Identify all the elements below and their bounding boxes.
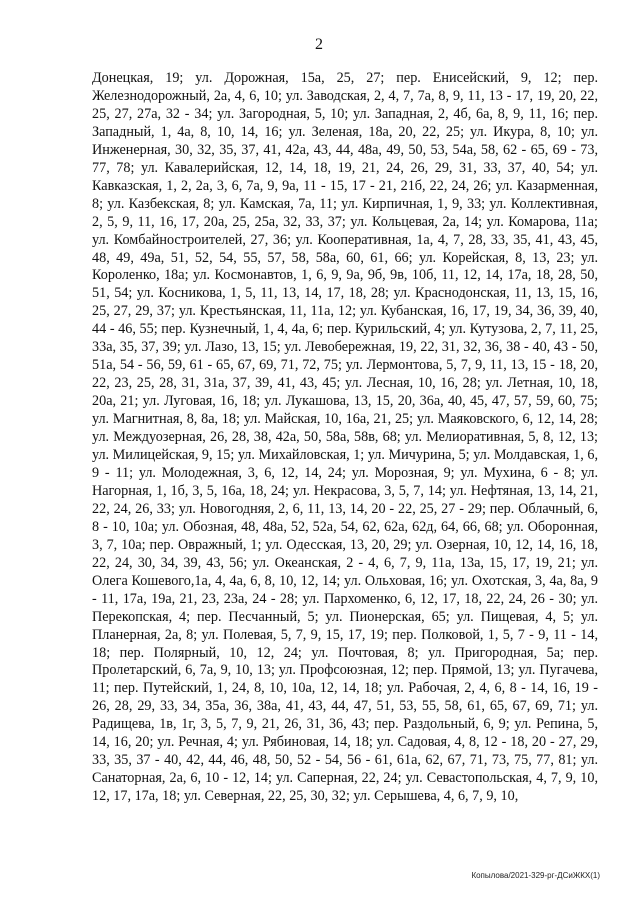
page-number: 2 [315,36,323,53]
document-footer-id: Копылова/2021-329-рг-ДСиЖКХ(1) [471,871,600,880]
body-paragraph: Донецкая, 19; ул. Дорожная, 15а, 25, 27; пер. Енисейский, 9, 12; пер. Железнодорожный, 2а, 4, 6, 10; ул. Заводская, 2, 4, 7, 7а, 8, 9, 11, 13 - 17, 19, 20, 22, 25, 27, 27а, 32 - 34; ул. Загородная, 5, 10; ул. Западная, 2, 4б, 6а, 8, 9, 11, 16; пер. Западный, 1, 4а, 8, 10, 14, 16; ул. Зеленая, 18а, 20, 22, 25; ул. Икура, 8, 10; ул. Инженерная, 30, 32, 35, 37, 41, 42а, 43, 44, 48а, 49, 50, 53, 54а, 58, 62 - 65, 69 - 73, 77, 78; ул. Кавалерийская, 12, 14, 18, 19, 21, 24, 26, 29, 31, 33, 37, 40, 54; ул. Кавказская, 1, 2, 2а, 3, 6, 7а, 9, 9а, 11 - 15, 17 - 21, 21б, 22, 24, 26; ул. Казарменная, 8; ул. Казбекская, 8; ул. Камская, 7а, 11; ул. Кирпичная, 1, 9, 33; ул. Коллективная, 2, 5, 9, 11, 16, 17, 20а, 25, 25а, 32, 33, 37; ул. Кольцевая, 2а, 14; ул. Комарова, 11а; ул. Комбайностроителей, 27, 36; ул. Кооперативная, 1а, 4, 7, 28, 33, 35, 41, 43, 45, 48, 49, 49а, 51, 52, 54, 55, 57, 58, 58а, 60, 61, 66; ул. Корейская, 8, 13, 23; ул. Короленко, 18а; ул. Космонавтов, 1, 6, 9, 9а, 9б, 9в, 10б, 11, 12, 14, 17а, 18, 28, 50, 51, 54; ул. Косникова, 1, 5, 11, 13, 14, 17, 18, 28; ул. Краснодонская, 11, 13, 15, 16, 25, 27, 29, 37; ул. Крестьянская, 11, 11а, 12; ул. Кубанская, 16, 17, 19, 34, 36, 39, 40, 44 - 46, 55; пер. Кузнечный, 1, 4, 4а, 6; пер. Курильский, 4; ул. Кутузова, 2, 7, 11, 25, 33а, 35, 37, 39; ул. Лазо, 13, 15; ул. Левобережная, 19, 22, 31, 32, 36, 38 - 40, 43 - 50, 51а, 54 - 56, 59, 61 - 65, 67, 69, 71, 72, 75; ул. Лермонтова, 5, 7, 9, 11, 13, 15 - 18, 20, 22, 23, 25, 28, 31, 31а, 37, 39, 41, 43, 45; ул. Лесная, 10, 16, 28; ул. Летная, 10, 18, 20а, 21; ул. Луговая, 16, 18; ул. Лукашова, 13, 15, 20, 36а, 40, 45, 47, 57, 59, 60, 75; ул. Магнитная, 8, 8а, 18; ул. Майская, 10, 16а, 21, 25; ул. Маяковского, 6, 12, 14, 28; ул. Междуозерная, 26, 28, 38, 42а, 50, 58а, 58в, 68; ул. Мелиоративная, 5, 8, 12, 13; ул. Милицейская, 9, 15; ул. Михайловская, 1; ул. Мичурина, 5; ул. Молдавская, 1, 6, 9 - 11; ул. Молодежная, 3, 6, 12, 14, 24; ул. Морозная, 9; ул. Мухина, 6 - 8; ул. Нагорная, 1, 1б, 3, 5, 16а, 18, 24; ул. Некрасова, 3, 5, 7, 14; ул. Нефтяная, 13, 14, 21, 22, 24, 26, 33; ул. Новогодняя, 2, 6, 11, 13, 14, 20 - 22, 25, 27 - 29; пер. Облачный, 6, 8 - 10, 10а; ул. Обозная, 48, 48а, 52, 52а, 54, 62, 62а, 62д, 64, 66, 68; ул. Оборонная, 3, 7, 10а; пер. Овражный, 1; ул. Одесская, 13, 20, 29; ул. Озерная, 10, 12, 14, 16, 18, 22, 24, 30, 34, 39, 43, 56; ул. Океанская, 2 - 4, 6, 7, 9, 11а, 13а, 15, 17, 19, 21; ул. Олега Кошевого,1а, 4, 4а, 6, 8, 10, 12, 14; ул. Ольховая, 16; ул. Охотская, 3, 4а, 8а, 9 - 11, 17а, 19а, 21, 23, 23а, 24 - 28; ул. Пархоменко, 6, 12, 17, 18, 22, 24, 26 - 30; ул. Перекопская, 4; пер. Песчанный, 5; ул. Пионерская, 65; ул. Пищевая, 4, 5; ул. Планерная, 2а, 8; ул. Полевая, 5, 7, 9, 15, 17, 19; пер. Полковой, 1, 5, 7 - 9, 11 - 14, 18; пер. Полярный, 10, 12, 24; ул. Почтовая, 8; ул. Пригородная, 5а; пер. Пролетарский, 6, 7а, 9, 10, 13; ул. Профсоюзная, 12; пер. Прямой, 13; ул. Пугачева, 11; пер. Путейский, 1, 24, 8, 10, 10а, 12, 14, 18; ул. Рабочая, 2, 4, 6, 8 - 14, 16, 19 - 26, 28, 29, 33, 34, 35а, 36, 38а, 41, 43, 44, 47, 51, 53, 55, 58, 61, 65, 67, 69, 71; ул. Радищева, 1в, 1г, 3, 5, 7, 9, 21, 26, 31, 36, 43; пер. Раздольный, 6, 9; ул. Репина, 5, 14, 16, 20; ул. Речная, 4; ул. Рябиновая, 14, 18; ул. Садовая, 4, 8, 12 - 18, 20 - 27, 29, 33, 35, 37 - 40, 42, 44, 46, 48, 50, 52 - 54, 56 - 61, 61а, 62, 67, 71, 73, 75, 77, 81; ул. Санаторная, 2а, 6, 10 - 12, 14; ул. Саперная, 22, 24; ул. Севастопольская, 4, 7, 9, 10, 12, 17, 17а, 18; ул. Северная, 22, 25, 30, 32; ул. Серышева, 4, 6, 7, 9, 10, [92,70,598,805]
address-list-text [92,70,598,806]
